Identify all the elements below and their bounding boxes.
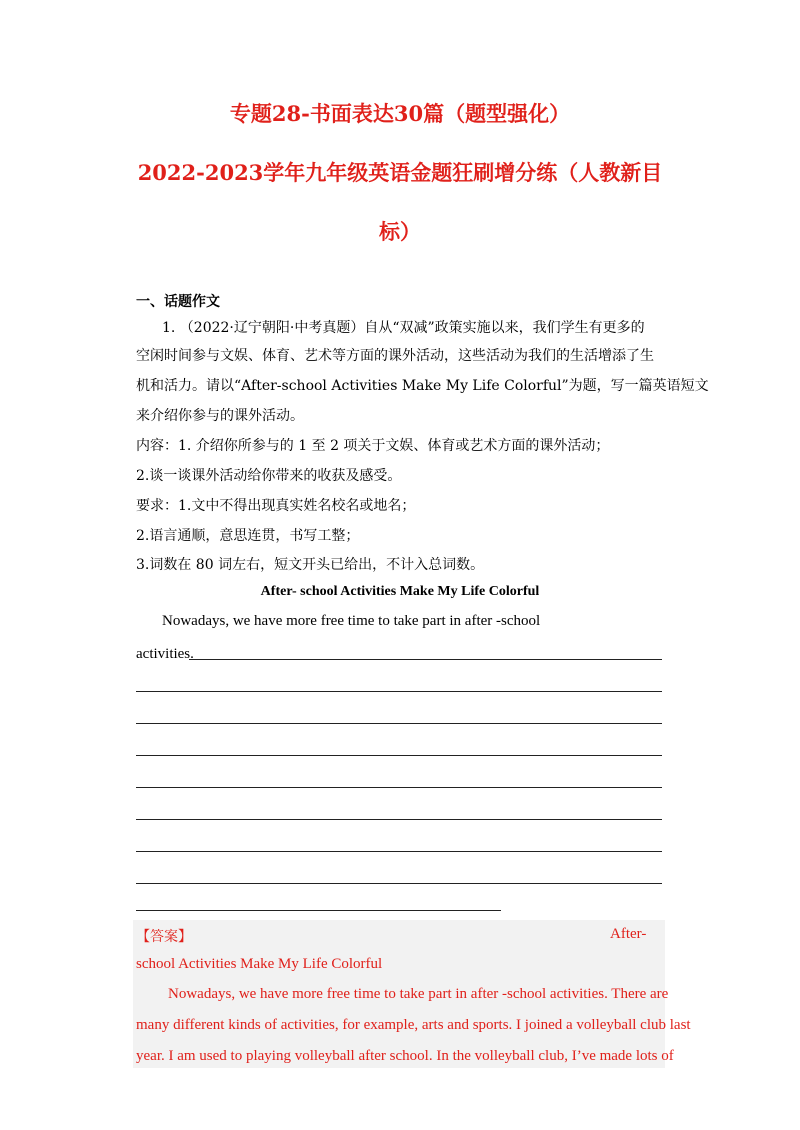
writing-line[interactable] [189,659,662,660]
writing-line[interactable] [136,851,662,852]
answer-paragraph-line-3: year. I am used to playing volleyball after school. In the volleyball club, I’ve made lots of [136,1048,674,1064]
section-heading: 一、话题作文 [136,294,220,310]
doc-title-line2: 2022-2023学年九年级英语金题狂刷增分练（人教新目 [137,160,663,185]
writing-line[interactable] [136,755,662,756]
doc-title-line1: 专题28-书面表达30篇（题型强化） [229,101,571,126]
essay-start-line-2: activities. [136,646,194,662]
requirement-line-1: 要求：1.文中不得出现真实姓名校名或地名； [136,498,416,514]
answer-label: 【答案】 [136,929,192,945]
answer-paragraph-line-2: many different kinds of activities, for example, arts and sports. I joined a volleyball club last [136,1017,691,1033]
essay-title: After- school Activities Make My Life Colorful [260,584,540,599]
writing-line[interactable] [136,910,501,911]
writing-line[interactable] [136,723,662,724]
requirement-line-3: 3.词数在 80 词左右，短文开头已给出，不计入总词数。 [136,557,485,573]
question-line-3: 机和活力。请以“After-school Activities Make My Life Colorful”为题，写一篇英语短文 [136,378,709,394]
writing-line[interactable] [136,787,662,788]
essay-start-line-1: Nowadays, we have more free time to take part in after -school [162,613,541,629]
answer-title-part-1: After- [610,926,647,942]
writing-line[interactable] [136,691,662,692]
question-line-4: 来介绍你参与的课外活动。 [136,408,304,424]
question-line-2: 空闲时间参与文娱、体育、艺术等方面的课外活动，这些活动为我们的生活增添了生 [136,348,654,364]
answer-title-part-2: school Activities Make My Life Colorful [136,956,383,972]
requirement-line-2: 2.语言通顺，意思连贯，书写工整； [136,528,360,544]
question-line-1: 1. （2022·辽宁朝阳·中考真题）自从“双减”政策实施以来，我们学生有更多的 [162,320,645,336]
doc-title-line3: 标） [379,219,421,244]
writing-line[interactable] [136,883,662,884]
content-line-1: 内容：1. 介绍你所参与的 1 至 2 项关于文娱、体育或艺术方面的课外活动； [136,438,610,454]
writing-line[interactable] [136,819,662,820]
content-line-2: 2.谈一谈课外活动给你带来的收获及感受。 [136,468,402,484]
answer-paragraph-line-1: Nowadays, we have more free time to take part in after -school activities. There are [168,986,669,1002]
